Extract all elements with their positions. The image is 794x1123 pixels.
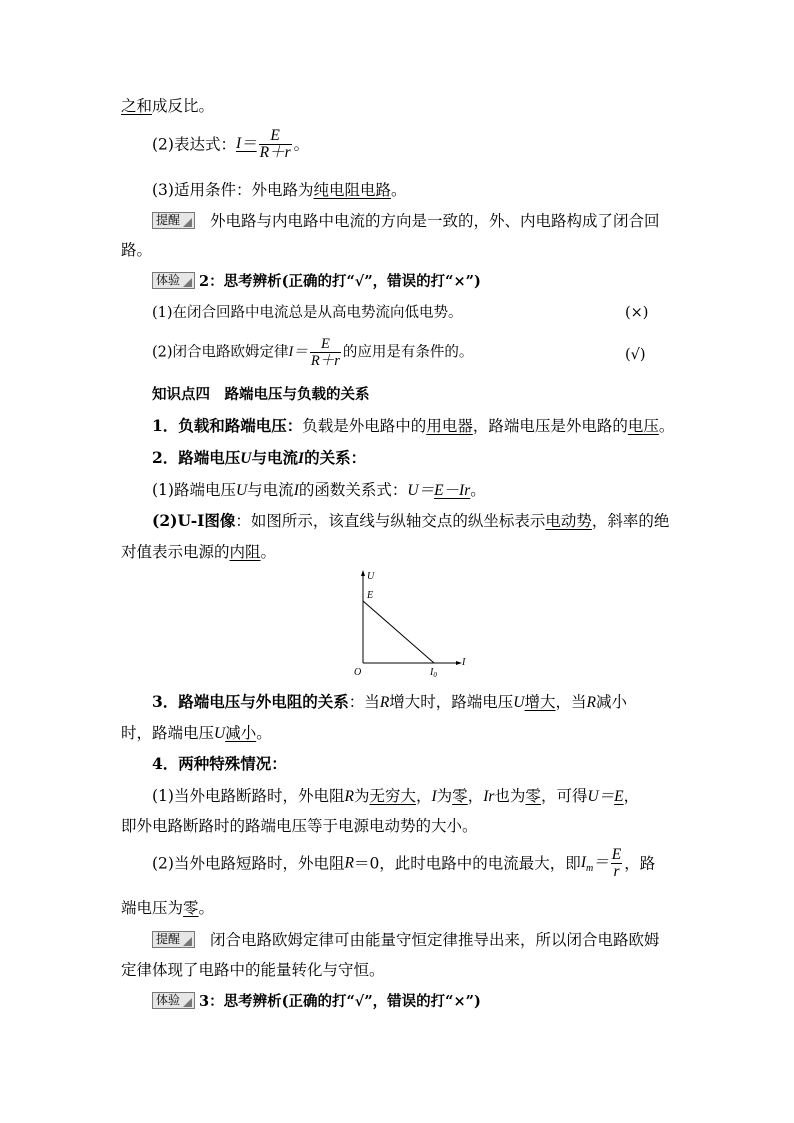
formula-lhs: I＝ xyxy=(288,343,308,360)
variable: I xyxy=(298,450,305,467)
underlined-answer: 零 xyxy=(452,787,468,805)
fraction xyxy=(310,336,341,369)
question-line xyxy=(152,303,463,323)
exercise-badge: 体验 xyxy=(152,992,195,1009)
numerator: E xyxy=(320,336,330,352)
numerator: E xyxy=(270,127,280,144)
variable: R xyxy=(379,694,390,711)
text: 。 xyxy=(256,724,272,742)
item-heading: 3．路端电压与外电阻的关系 xyxy=(152,692,349,711)
text: 减小 xyxy=(596,693,628,711)
formula-lhs: U＝ xyxy=(587,788,615,805)
text: ， xyxy=(415,787,432,805)
tip-text: 定律体现了电路中的能量转化与守恒。 xyxy=(121,961,385,979)
tip-line xyxy=(121,960,385,980)
text: ：当 xyxy=(348,693,380,711)
text: 为 xyxy=(436,787,453,805)
paragraph-line xyxy=(152,180,407,200)
i0-main: I xyxy=(430,667,434,678)
text: 时，路端电压 xyxy=(121,724,215,742)
tip-text: 外电路与内电路中电流的方向是一致的，外、内电路构成了闭合回 xyxy=(209,212,660,230)
text: 增大时，路端电压 xyxy=(389,693,514,711)
text: 的关系： xyxy=(304,448,367,467)
e-label: E xyxy=(367,590,374,601)
question-text: (1)在闭合回路中电流总是从高电势流向低电势。 xyxy=(152,305,463,321)
underlined-answer: 减小 xyxy=(225,724,257,742)
question-text: (2)闭合电路欧姆定律 xyxy=(152,344,289,361)
underlined-answer: 电压 xyxy=(627,417,659,435)
formula xyxy=(288,336,343,369)
text: 也为 xyxy=(494,787,526,805)
text: 与电流 xyxy=(251,448,299,467)
paragraph-line xyxy=(121,96,214,116)
text: 负载是外电路中的 xyxy=(302,417,427,435)
underlined-answer: 增大 xyxy=(524,693,556,711)
item-heading: 1．负载和路端电压： xyxy=(152,416,303,435)
text: 与电流 xyxy=(247,481,294,499)
text: (3)适用条件：外电路为 xyxy=(152,181,314,199)
exercise-header xyxy=(152,992,481,1012)
paragraph-line xyxy=(121,898,214,918)
underlined-answer: 零 xyxy=(183,899,199,917)
section-heading: 知识点四 路端电压与负载的关系 xyxy=(152,386,370,403)
formula-lhs: U＝ xyxy=(407,482,435,499)
denominator: r xyxy=(611,863,622,880)
text: 。 xyxy=(260,543,277,561)
variable: U xyxy=(513,694,525,711)
variable: U xyxy=(214,725,226,742)
i0-sub: 0 xyxy=(433,671,437,679)
denominator: R＋r xyxy=(259,144,291,161)
item-heading: (2)U-I图像 xyxy=(152,511,236,530)
text: 。 xyxy=(293,135,310,154)
formula xyxy=(580,846,624,880)
text: 。 xyxy=(390,181,407,199)
text: ，当 xyxy=(555,693,587,711)
exercise-title: 2：思考辨析(正确的打“√”，错误的打“×”) xyxy=(199,273,481,290)
text: ，路 xyxy=(624,854,656,873)
tip-line xyxy=(152,930,659,950)
y-axis-arrow xyxy=(361,570,365,576)
text: 。 xyxy=(658,417,675,435)
question-text: 的应用是有条件的。 xyxy=(342,344,474,361)
exercise-badge: 体验 xyxy=(152,272,195,289)
variable: U xyxy=(235,482,248,499)
expression-line xyxy=(152,128,309,161)
tip-text: 路。 xyxy=(121,241,153,259)
text: 的函数关系式： xyxy=(298,481,408,499)
text: (2)表达式： xyxy=(152,135,236,154)
underlined-answer: E xyxy=(614,788,624,805)
paragraph-line xyxy=(152,786,639,807)
text: 端电压为 xyxy=(121,899,184,917)
underlined-answer: 内阻 xyxy=(229,543,261,561)
text: ， xyxy=(467,787,484,805)
equals: ＝ xyxy=(593,854,609,872)
text: 为 xyxy=(353,787,370,805)
numerator: E xyxy=(611,846,622,863)
text: (1)当外电路断路时，外电阻 xyxy=(152,787,345,805)
underlined-answer: E－Ir xyxy=(434,482,471,499)
exercise-title: 3：思考辨析(正确的打“√”，错误的打“×”) xyxy=(199,993,481,1010)
text: 即外电路断路时的路端电压等于电源电动势的大小。 xyxy=(121,817,478,835)
item-heading xyxy=(152,448,366,469)
x-axis-label: I xyxy=(462,657,466,668)
paragraph-line xyxy=(121,542,276,562)
variable: Ir xyxy=(483,788,495,805)
subscript: m xyxy=(585,863,594,875)
text: ，斜率的绝 xyxy=(591,512,670,530)
text: (1)路端电压 xyxy=(152,481,236,499)
variable: R xyxy=(586,694,596,711)
text: ，路端电压是外电路的 xyxy=(472,417,628,435)
tip-line xyxy=(152,211,659,231)
u-i-graph xyxy=(350,568,480,683)
y-axis-label: U xyxy=(367,571,375,582)
variable: R xyxy=(344,788,354,805)
question-line xyxy=(152,336,473,369)
underlined-answer: 电动势 xyxy=(545,512,592,530)
paragraph-line xyxy=(121,723,272,744)
underlined-answer: 之和 xyxy=(121,97,153,115)
denominator: R＋r xyxy=(310,353,340,369)
fraction xyxy=(259,128,292,161)
tip-line xyxy=(121,240,152,260)
underlined-answer: 无穷大 xyxy=(369,787,416,805)
fraction xyxy=(611,847,622,880)
formula xyxy=(235,127,294,161)
variable: U xyxy=(240,450,252,467)
paragraph-line xyxy=(152,416,674,436)
underlined-answer: 用电器 xyxy=(426,417,473,435)
text: ， xyxy=(623,787,640,805)
paragraph-line xyxy=(152,480,486,501)
tip-badge: 提醒 xyxy=(152,931,195,948)
paragraph-line xyxy=(152,511,669,531)
tip-badge: 提醒 xyxy=(152,212,195,229)
u-i-line xyxy=(363,601,434,663)
answer-mark: (√) xyxy=(625,347,646,363)
variable: R xyxy=(344,854,354,872)
text: (2)当外电路短路时，外电阻 xyxy=(152,854,345,873)
tip-text: 闭合电路欧姆定律可由能量守恒定律推导出来，所以闭合电路欧姆 xyxy=(209,931,660,949)
text: 。 xyxy=(470,481,486,499)
variable: I xyxy=(431,788,437,805)
text: ＝0，此时电路中的电流最大，即 xyxy=(353,854,581,873)
paragraph-line xyxy=(121,816,478,836)
exercise-header xyxy=(152,272,481,292)
text: 。 xyxy=(198,899,215,917)
i0-label xyxy=(429,667,437,679)
formula-lhs: I＝ xyxy=(235,135,257,153)
item-heading: 4．两种特殊情况： xyxy=(152,754,287,773)
text: 成反比。 xyxy=(152,97,215,115)
origin-label: O xyxy=(354,667,362,678)
text: 2．路端电压 xyxy=(152,448,241,467)
answer-mark: (×) xyxy=(625,305,649,321)
text: ，可得 xyxy=(540,787,588,805)
variable: I xyxy=(293,482,299,499)
text: 对值表示电源的 xyxy=(121,543,230,561)
underlined-answer: 零 xyxy=(525,787,541,805)
text: ：如图所示，该直线与纵轴交点的纵坐标表示 xyxy=(235,512,546,530)
paragraph-line xyxy=(152,692,627,713)
formula-lhs: I xyxy=(580,854,586,872)
underlined-answer: 纯电阻电路 xyxy=(313,181,391,199)
paragraph-line xyxy=(152,847,655,880)
